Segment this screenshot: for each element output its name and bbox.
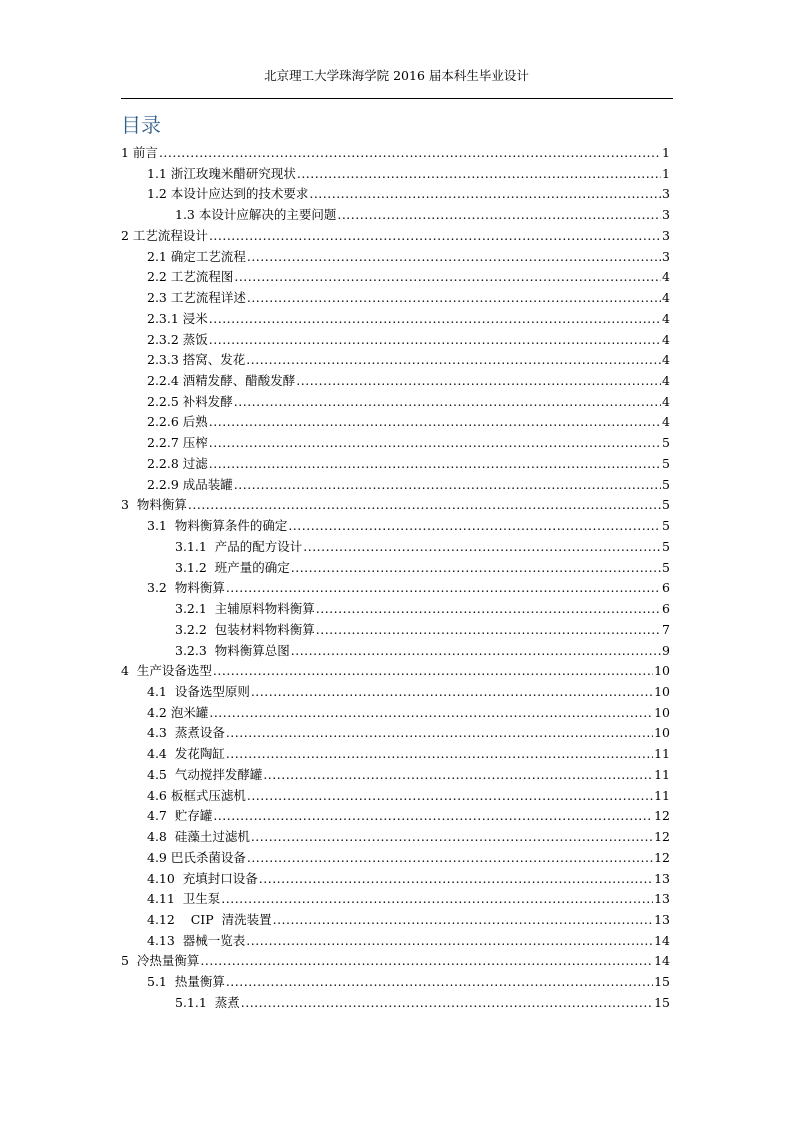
toc-entry-page: 12 (654, 829, 670, 845)
toc-entry-page: 4 (662, 290, 670, 306)
toc-entry-label: 3.2.2 包装材料物料衡算 (175, 621, 315, 637)
toc-leader-dots (296, 371, 661, 391)
toc-entry-label: 4.9 巴氏杀菌设备 (147, 849, 246, 865)
toc-entry[interactable] (147, 786, 670, 806)
toc-entry-page: 11 (654, 746, 670, 762)
toc-entry-page: 4 (662, 352, 670, 368)
toc-entry-label: 4.6 板框式压滤机 (147, 787, 246, 803)
toc-entry[interactable] (147, 827, 670, 847)
toc-entry[interactable] (147, 910, 670, 930)
toc-leader-dots (226, 578, 661, 598)
header-rule (121, 98, 673, 99)
toc-entry-page: 5 (662, 518, 670, 534)
toc-leader-dots (247, 848, 653, 868)
toc-leader-dots (309, 184, 661, 204)
toc-entry-label: 3 物料衡算 (121, 497, 187, 513)
toc-entry[interactable] (121, 495, 670, 515)
toc-leader-dots (226, 972, 653, 992)
toc-entry-label: 4.1 设备选型原则 (147, 683, 250, 699)
toc-leader-dots (259, 869, 653, 889)
toc-entry-label: 3.1.1 产品的配方设计 (175, 538, 303, 554)
toc-entry-page: 10 (654, 663, 670, 679)
toc-entry-page: 4 (662, 414, 670, 430)
toc-entry-page: 13 (654, 891, 670, 907)
toc-entry-page: 3 (662, 248, 670, 264)
toc-leader-dots (209, 433, 661, 453)
toc-leader-dots (303, 537, 661, 557)
toc-entry-label: 1.1 浙江玫瑰米醋研究现状 (147, 165, 296, 181)
toc-leader-dots (159, 143, 661, 163)
toc-entry-page: 12 (654, 849, 670, 865)
toc-entry[interactable] (147, 869, 670, 889)
toc-entry-page: 10 (654, 704, 670, 720)
toc-entry-label: 5 冷热量衡算 (121, 953, 200, 969)
toc-entry[interactable] (175, 993, 670, 1013)
toc-entry-label: 5.1.1 蒸煮 (175, 994, 240, 1010)
toc-leader-dots (263, 765, 653, 785)
toc-entry-page: 3 (662, 207, 670, 223)
toc-entry-label: 2 工艺流程设计 (121, 227, 208, 243)
toc-entry-label: 3.2.3 物料衡算总图 (175, 642, 290, 658)
toc-entry[interactable] (147, 454, 670, 474)
toc-leader-dots (234, 267, 661, 287)
page-header: 北京理工大学珠海学院 2016 届本科生毕业设计 (264, 68, 529, 83)
toc-entry-page: 4 (662, 393, 670, 409)
toc-leader-dots (241, 993, 653, 1013)
toc-leader-dots (288, 516, 661, 536)
toc-entry-label: 2.2.4 酒精发酵、醋酸发酵 (147, 373, 296, 389)
toc-entry-label: 2.2.7 压榨 (147, 435, 208, 451)
toc-entry[interactable] (175, 537, 670, 557)
toc-entry-page: 1 (662, 165, 670, 181)
toc-leader-dots (209, 309, 661, 329)
toc-entry-label: 4.3 蒸煮设备 (147, 725, 225, 741)
toc-entry-label: 2.2 工艺流程图 (147, 269, 234, 285)
toc-entry-label: 4.8 硅藻土过滤机 (147, 829, 250, 845)
toc-entry-page: 3 (662, 227, 670, 243)
toc-entry[interactable] (147, 371, 670, 391)
toc-entry-label: 2.3.3 搭窝、发花 (147, 352, 246, 368)
toc-entry[interactable] (147, 703, 670, 723)
toc-entry[interactable] (147, 412, 670, 432)
toc-entry[interactable] (147, 723, 670, 743)
toc-entry[interactable] (147, 288, 670, 308)
toc-entry[interactable] (147, 330, 670, 350)
toc-entry[interactable] (147, 682, 670, 702)
toc-entry[interactable] (175, 205, 670, 225)
toc-leader-dots (234, 392, 661, 412)
toc-entry[interactable] (147, 806, 670, 826)
toc-entry-label: 4.2 泡米罐 (147, 704, 209, 720)
toc-entry-page: 4 (662, 310, 670, 326)
toc-leader-dots (226, 723, 653, 743)
toc-leader-dots (209, 226, 661, 246)
toc-entry[interactable] (147, 578, 670, 598)
toc-leader-dots (226, 744, 653, 764)
toc-entry[interactable] (147, 848, 670, 868)
toc-entry-page: 5 (662, 435, 670, 451)
toc-leader-dots (247, 288, 661, 308)
toc-leader-dots (316, 599, 661, 619)
toc-entry[interactable] (175, 620, 670, 640)
toc-entry[interactable] (147, 889, 670, 909)
toc-entry[interactable] (175, 641, 670, 661)
toc-entry[interactable] (147, 765, 670, 785)
toc-entry-page: 13 (654, 912, 670, 927)
toc-entry[interactable] (147, 392, 670, 412)
toc-entry-page: 5 (662, 476, 670, 492)
toc-entry-page: 12 (654, 808, 670, 824)
toc-entry-page: 11 (654, 787, 670, 803)
toc-entry[interactable] (175, 558, 670, 578)
toc-entry-page: 6 (662, 601, 670, 617)
toc-entry-label: 2.3 工艺流程详述 (147, 290, 246, 306)
toc-leader-dots (247, 247, 661, 267)
toc-entry-label: 2.2.5 补料发酵 (147, 393, 233, 409)
toc-entry[interactable] (121, 226, 670, 246)
toc-leader-dots (297, 164, 661, 184)
toc-leader-dots (209, 703, 653, 723)
toc-leader-dots (246, 350, 661, 370)
toc-leader-dots (213, 806, 653, 826)
toc-entry-page: 7 (662, 621, 670, 637)
toc-entry-label: 2.3.2 蒸饭 (147, 331, 208, 347)
toc-entry-page: 15 (654, 974, 670, 990)
toc-leader-dots (209, 412, 661, 432)
toc-entry-page: 5 (662, 497, 670, 513)
toc-entry-label: 4.4 发花陶缸 (147, 746, 225, 762)
toc-entry[interactable] (147, 247, 670, 267)
toc-entry-page: 10 (654, 683, 670, 699)
toc-entry-label: 4.7 贮存罐 (147, 808, 213, 824)
toc-entry-label: 3.1 物料衡算条件的确定 (147, 518, 288, 534)
toc-entry-label: 3.2 物料衡算 (147, 580, 225, 596)
toc-leader-dots (221, 889, 653, 909)
toc-entry[interactable] (121, 951, 670, 971)
toc-entry-label: 4.12 CIP 清洗装置 (147, 912, 272, 927)
toc-entry[interactable] (147, 267, 670, 287)
toc-leader-dots (213, 661, 653, 681)
toc-leader-dots (246, 931, 653, 951)
toc-entry-page: 4 (662, 269, 670, 285)
toc-leader-dots (209, 330, 661, 350)
toc-leader-dots (234, 475, 661, 495)
toc-entry[interactable] (147, 350, 670, 370)
toc-entry-page: 10 (654, 725, 670, 741)
toc-entry-label: 4.11 卫生泵 (147, 891, 221, 907)
toc-entry-label: 2.2.6 后熟 (147, 414, 208, 430)
toc-leader-dots (247, 786, 653, 806)
toc-entry[interactable] (147, 516, 670, 536)
toc-entry[interactable] (147, 184, 670, 204)
toc-entry-label: 5.1 热量衡算 (147, 974, 225, 990)
toc-leader-dots (251, 827, 653, 847)
toc-entry-label: 1.2 本设计应达到的技术要求 (147, 186, 309, 202)
toc-leader-dots (188, 495, 661, 515)
toc-entry-page: 5 (662, 538, 670, 554)
toc-entry-label: 3.1.2 班产量的确定 (175, 559, 290, 575)
toc-entry-label: 1.3 本设计应解决的主要问题 (175, 207, 337, 223)
toc-entry[interactable] (147, 744, 670, 764)
toc-entry[interactable] (147, 164, 670, 184)
toc-entry-page: 1 (662, 145, 670, 160)
toc-entry[interactable] (147, 931, 670, 951)
toc-entry-label: 2.1 确定工艺流程 (147, 248, 246, 264)
toc-leader-dots (200, 951, 653, 971)
toc-leader-dots (291, 641, 661, 661)
toc-entry[interactable] (147, 972, 670, 992)
toc-entry-page: 5 (662, 559, 670, 575)
toc-entry-label: 2.2.9 成品装罐 (147, 476, 233, 492)
toc-entry-page: 4 (662, 373, 670, 389)
toc-entry[interactable] (147, 309, 670, 329)
toc-entry[interactable] (175, 599, 670, 619)
toc-leader-dots (209, 454, 661, 474)
toc-entry-page: 14 (654, 953, 670, 969)
toc-entry[interactable] (147, 475, 670, 495)
toc-entry-page: 11 (654, 766, 670, 782)
toc-entry-label: 4 生产设备选型 (121, 663, 212, 679)
toc-entry-page: 9 (662, 642, 670, 658)
toc-entry-page: 14 (654, 932, 670, 948)
toc-entry[interactable] (121, 661, 670, 681)
toc-entry-page: 15 (654, 994, 670, 1010)
toc-entry-label: 4.5 气动搅拌发酵罐 (147, 766, 263, 782)
toc-leader-dots (316, 620, 661, 640)
toc-leader-dots (291, 558, 661, 578)
toc-entry-label: 4.10 充填封口设备 (147, 870, 258, 886)
toc-entry[interactable] (121, 143, 670, 163)
toc-entry-page: 6 (662, 580, 670, 596)
toc-entry-page: 13 (654, 870, 670, 886)
toc-title: 目录 (121, 113, 161, 137)
toc-entry-label: 3.2.1 主辅原料物料衡算 (175, 601, 315, 617)
toc-entry-label: 2.3.1 浸米 (147, 310, 208, 326)
toc-entry-page: 4 (662, 331, 670, 347)
toc-entry-label: 1 前言 (121, 145, 158, 160)
toc-leader-dots (273, 910, 654, 930)
toc-leader-dots (337, 205, 661, 225)
toc-leader-dots (251, 682, 653, 702)
toc-entry-page: 5 (662, 455, 670, 471)
toc-entry-label: 2.2.8 过滤 (147, 455, 208, 471)
toc-entry[interactable] (147, 433, 670, 453)
toc-entry-label: 4.13 器械一览表 (147, 932, 246, 948)
toc-entry-page: 3 (662, 186, 670, 202)
